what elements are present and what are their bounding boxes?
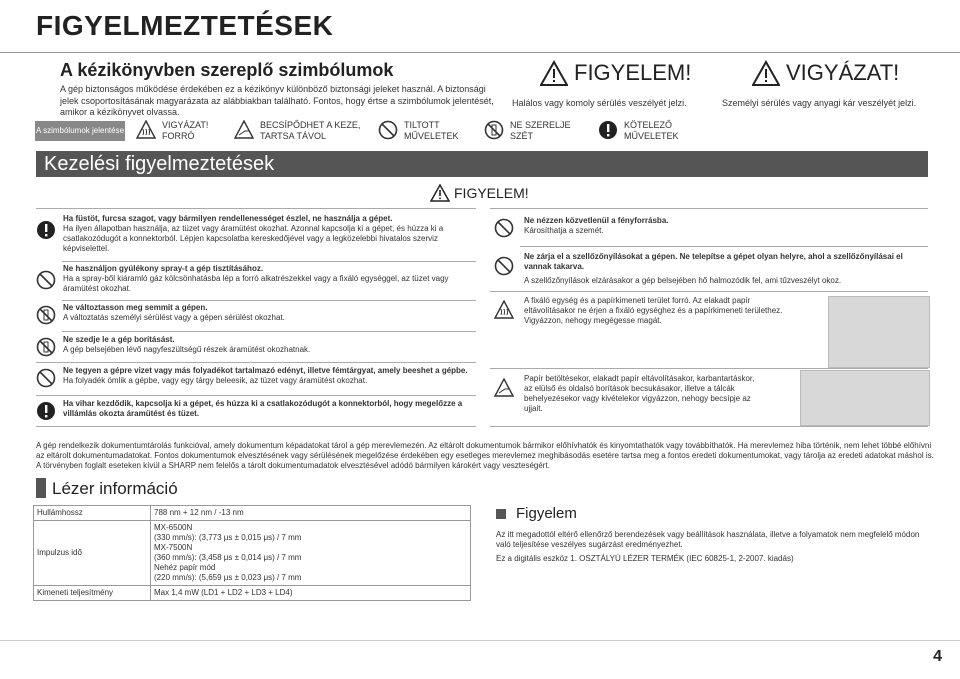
symbol-mandatory-line1: KÖTELEZŐ (624, 120, 673, 130)
left-item-0-bold: Ha füstöt, furcsa szagot, vagy bármilyen rendellenességet észlel, ne használja a gépet. (63, 214, 393, 223)
rule (62, 300, 476, 301)
left-item-1 (36, 264, 476, 294)
laser-row-1-line: MX-7500N (154, 543, 193, 552)
left-item-4-bold: Ne tegyen a gépre vizet vagy más folyadékot tartalmazó edényt, illetve fémtárgyat, amely beeshet a gépbe. (63, 366, 468, 375)
warning-triangle-icon (430, 184, 450, 202)
pinch-hand-icon (494, 378, 514, 398)
figyelem-square-icon (496, 509, 506, 519)
no-disassemble-icon (36, 305, 56, 325)
symbols-meaning-label: A szimbólumok jelentése (35, 121, 125, 141)
laser-heading: Lézer információ (52, 479, 178, 498)
handling-heading: Kezelési figyelmeztetések (36, 151, 928, 177)
symbol-no-disassemble-line1: NE SZERELJE (510, 120, 571, 130)
left-item-1-text: Ha a spray-ből kiáramló gáz kölcsönhatásba lép a forró alkatrészekkel vagy a fixáló egységgel, az tüzet vagy áramütést okozhat. (63, 274, 449, 293)
right-item-0-bold: Ne nézzen közvetlenül a fényforrásba. (524, 216, 669, 225)
title-divider (0, 52, 960, 53)
symbol-no-disassemble (484, 120, 571, 142)
warning-title: FIGYELEM! (574, 60, 692, 85)
storage-paragraph-1: A gép rendelkezik dokumentumtárolás funkcióval, amely dokumentum képadatokat tárol a gép merevlemezén. Az eltárolt dokumentumok bármikor előhívhatók és kinyomtathatók vagy továbbíthatók. Ha merevlemez hiba történik, nem lehet többé előhívni az eltárolt dokumentumadatokat. Fontos dokumentumok elvesztésének vagy sérülésének megelőzése érdekében egy esetleges merevlemez meghibásodás esetére tartsa meg a fontos eredeti dokumentumokat, vagy tárolja az eredeti adatokat máshol is. (36, 441, 934, 460)
right-item-1-bold: Ne zárja el a szellőzőnyílásokat a gépen. Ne telepítse a gépet olyan helyre, ahol a szellőzőnyílásai el vannak takarva. (524, 252, 903, 271)
symbol-hot (136, 120, 208, 142)
page-title: FIGYELMEZTETÉSEK (36, 10, 334, 41)
symbol-pinch (234, 120, 360, 142)
laser-table (33, 505, 471, 601)
laser-row-1-line: (330 mm/s): (3,773 μs ± 0,015 μs) / 7 mm (154, 533, 302, 542)
left-item-3 (36, 335, 476, 355)
warning-triangle-icon (540, 60, 568, 86)
prohibited-icon (494, 218, 514, 238)
laser-row-2-line: Max 1,4 mW (LD1 + LD2 + LD3 + LD4) (154, 588, 293, 597)
hot-surface-icon (494, 300, 514, 320)
caution-title: VIGYÁZAT! (786, 60, 900, 85)
rule (490, 426, 928, 427)
left-item-5 (36, 399, 476, 419)
symbol-hot-line1: VIGYÁZAT! (162, 120, 209, 130)
figyelem-text2: Ez a digitális eszköz 1. OSZTÁLYÚ LÉZER TERMÉK (IEC 60825-1, 2-2007. kiadás) (496, 554, 794, 563)
rule (62, 331, 476, 332)
laser-row-1-value (151, 521, 471, 586)
prohibited-icon (36, 368, 56, 388)
symbol-prohibited-line1: TILTOTT (404, 120, 440, 130)
figyelem-heading: Figyelem (516, 505, 577, 522)
rule (36, 395, 476, 396)
rule (36, 426, 476, 427)
caution-triangle-icon (752, 60, 780, 86)
warning-legend (540, 60, 720, 86)
symbol-mandatory-line2: MŰVELETEK (624, 131, 679, 141)
right-item-0-text: Károsíthatja a szemét. (524, 226, 604, 235)
storage-paragraph-2: A törvényben foglalt eseteken kívül a SHARP nem felelős a tárolt dokumentumadatok elvesztésével adódó bármilyen károkért vagy veszteségért. (36, 461, 550, 470)
mandatory-icon (36, 220, 56, 240)
hot-surface-icon (136, 120, 156, 140)
left-item-2 (36, 303, 476, 323)
laser-row-0-value (151, 506, 471, 521)
left-item-0 (36, 214, 476, 254)
left-item-2-bold: Ne változtasson meg semmit a gépen. (63, 303, 208, 312)
prohibited-icon (378, 120, 398, 140)
table-row (34, 506, 471, 521)
symbol-no-disassemble-line2: SZÉT (510, 131, 534, 141)
prohibited-icon (494, 256, 514, 276)
laser-row-1-line: MX-6500N (154, 523, 193, 532)
laser-row-1-line: Nehéz papír mód (154, 563, 216, 572)
symbols-heading: A kézikönyvben szereplő szimbólumok (60, 60, 394, 80)
laser-row-1-line: (360 mm/s): (3,458 μs ± 0,014 μs) / 7 mm (154, 553, 302, 562)
right-item-0 (490, 216, 928, 236)
laser-row-2-value (151, 586, 471, 601)
rule (490, 291, 928, 292)
no-disassemble-icon (484, 120, 504, 140)
left-item-3-bold: Ne szedje le a gép borításást. (63, 335, 175, 344)
laser-row-1-line: (220 mm/s): (5,659 μs ± 0,023 μs) / 7 mm (154, 573, 302, 582)
laser-row-2-label: Kimeneti teljesítmény (34, 586, 151, 601)
laser-row-0-label: Hullámhossz (34, 506, 151, 521)
table-row (34, 521, 471, 586)
left-item-4-text: Ha folyadék ömlik a gépbe, vagy egy tárgy beleesik, az tüzet vagy áramütést okozhat. (63, 376, 368, 385)
laser-section-bar (36, 478, 46, 498)
table-row (34, 586, 471, 601)
page-number: 4 (933, 648, 942, 665)
pinch-hand-icon (234, 120, 254, 140)
laser-row-1-label: Impulzus idő (34, 521, 151, 586)
symbol-mandatory (598, 120, 679, 142)
left-item-1-bold: Ne használjon gyúlékony spray-t a gép tisztításához. (63, 264, 264, 273)
symbol-pinch-line1: BECSÍPŐDHET A KEZE, (260, 120, 361, 130)
right-item-1 (490, 252, 928, 286)
symbol-pinch-line2: TARTSA TÁVOL (260, 131, 327, 141)
warning-desc: Halálos vagy komoly sérülés veszélyét jelzi. (512, 98, 687, 108)
left-item-3-text: A gép belsejében lévő nagyfeszültségű részek áramütést okozhatnak. (63, 345, 311, 354)
symbol-prohibited-line2: MŰVELETEK (404, 131, 459, 141)
paper-tray-illustration (800, 370, 930, 426)
mandatory-icon (598, 120, 618, 140)
right-item-1-text: A szellőzőnyílások elzárásakor a gép belsejében hő halmozódik fel, ami tűzveszélyt okoz. (524, 276, 842, 285)
fuser-area-illustration (828, 296, 930, 368)
symbol-prohibited (378, 120, 459, 142)
mandatory-icon (36, 401, 56, 421)
right-item-3-text: Papír betöltésekor, elakadt papír eltávolításakor, karbantartáskor, az elülső és oldalsó borítások becsukásakor, illetve a tálcák behelyezésekor vagy kivételekor vigyázzon, nehogy becsípje az ujjait. (524, 374, 755, 413)
rule (520, 246, 928, 247)
rule (62, 261, 476, 262)
right-item-2-text: A fixáló egység és a papírkimeneti terület forró. Az elakadt papír eltávolításakor ne érjen a fixáló egységhez és a papírkimeneti területhez. Vigyázzon, nehogy megégesse magát. (524, 296, 783, 325)
handling-warning-title: FIGYELEM! (454, 185, 529, 201)
caution-desc: Személyi sérülés vagy anyagi kár veszélyét jelzi. (722, 98, 917, 108)
left-item-4 (36, 366, 476, 386)
left-item-5-bold: Ha vihar kezdődik, kapcsolja ki a gépet, és húzza ki a csatlakozódugót a konnektorból, hogy megelőzze a villámlás okozta áramütést és tüzet. (63, 399, 463, 418)
left-top-rule (36, 208, 476, 209)
rule (490, 368, 928, 369)
prohibited-icon (36, 270, 56, 290)
right-top-rule (490, 208, 928, 209)
symbols-intro: A gép biztonságos működése érdekében ez a kézikönyv különböző biztonsági jeleket használ. A biztonsági jelek csoportosításának magyarázata az alábbiakban található. Fontos, hogy értse a szimbólumok jelentését, amikor a kézikönyvet olvassa. (60, 84, 494, 117)
rule (36, 362, 476, 363)
left-item-2-text: A változtatás személyi sérülést vagy a gépen sérülést okozhat. (63, 313, 285, 322)
no-disassemble-icon (36, 337, 56, 357)
caution-legend (752, 60, 932, 86)
left-item-0-text: Ha ilyen állapotban használja, az tüzet vagy áramütést okozhat. Azonnal kapcsolja ki a gépet, és húzza ki a csatlakozódugót a konnektorból. Lépjen kapcsolatba kereskedőjével vagy a legközelebbi hivatalos szerviz képviselettel. (63, 224, 444, 253)
footer-divider (0, 640, 960, 641)
symbol-hot-line2: FORRÓ (162, 131, 195, 141)
figyelem-text: Az itt megadottól eltérő ellenőrző berendezések vagy beállítások használata, illetve a folyamatok nem megfelelő módon való teljesítése veszélyes sugárzást eredményezhet. (496, 530, 920, 549)
handling-warning-label (430, 184, 529, 202)
laser-row-0-line: 788 nm + 12 nm / -13 nm (154, 508, 244, 517)
storage-paragraph (36, 441, 936, 471)
